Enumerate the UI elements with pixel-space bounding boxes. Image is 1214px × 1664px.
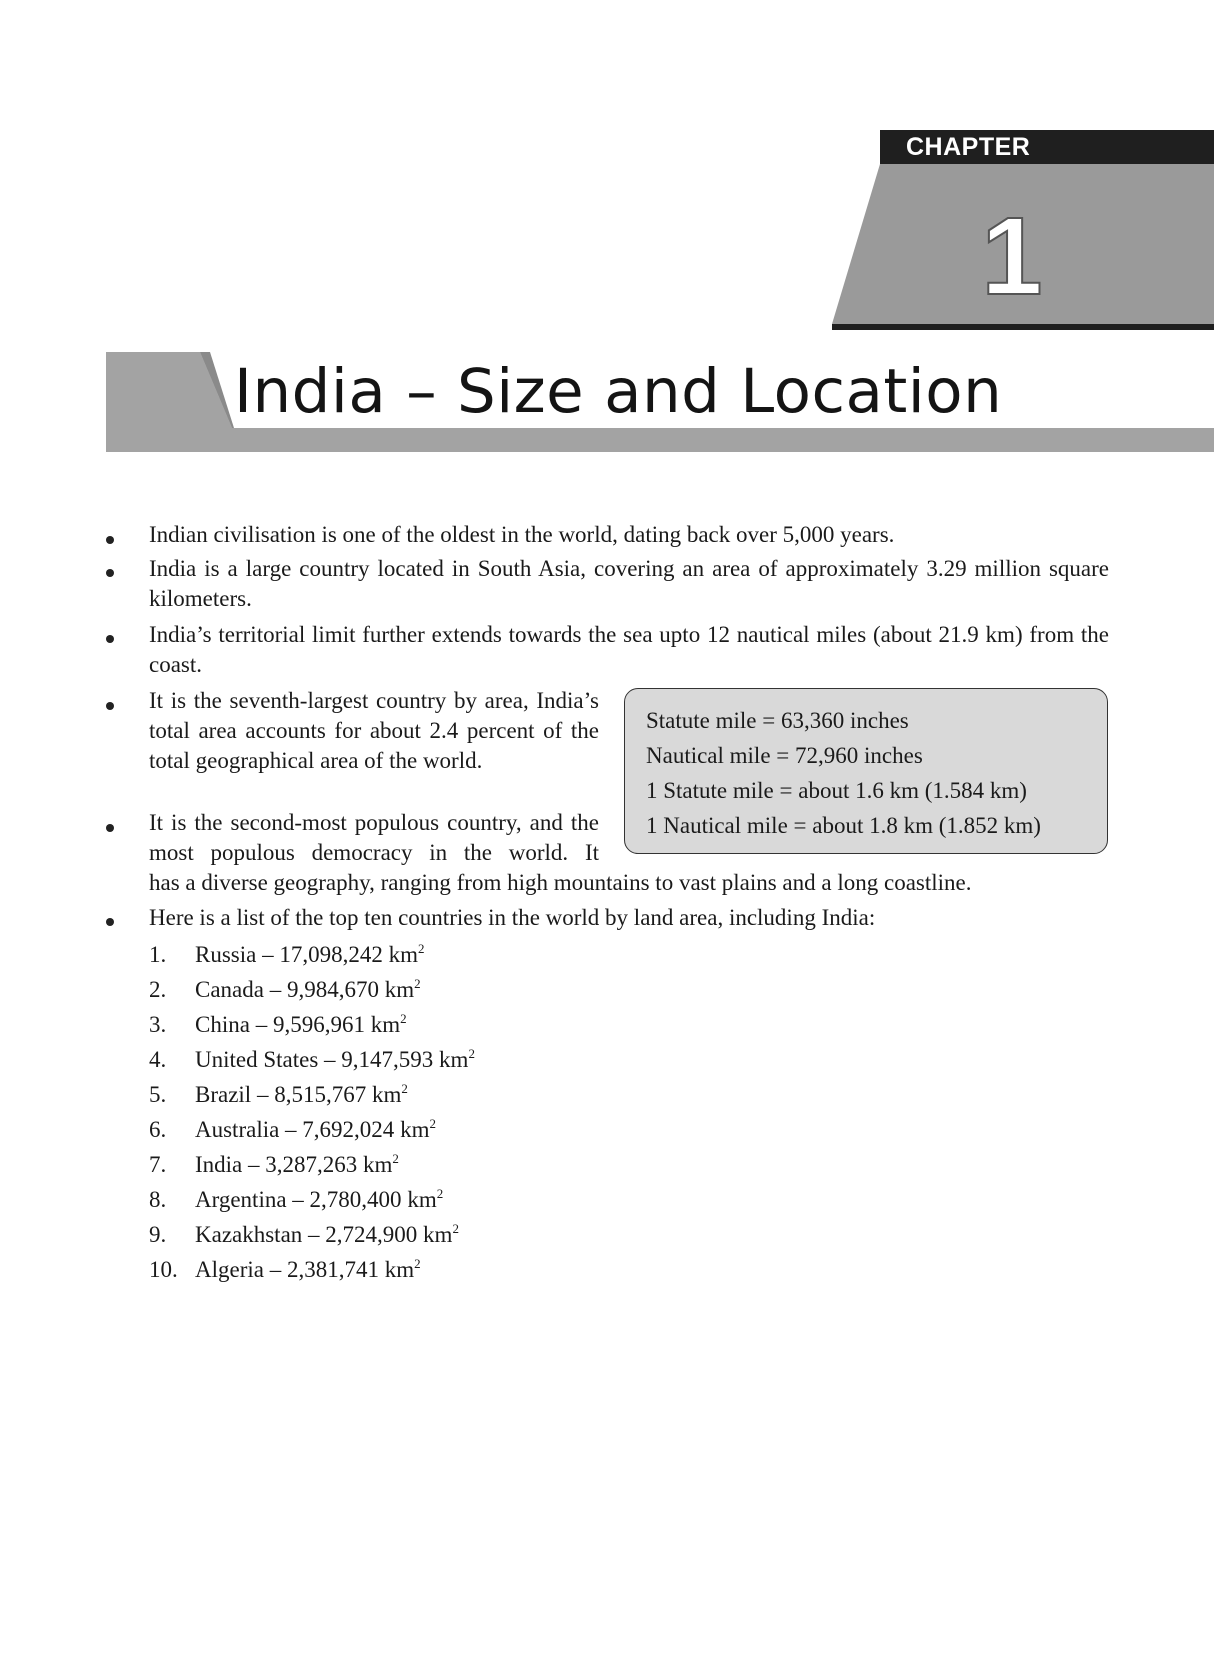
list-number: 9.	[149, 1222, 167, 1247]
bullet-marker	[106, 918, 114, 926]
bullet-marker	[106, 635, 114, 643]
list-text: Kazakhstan – 2,724,900 $km^2$	[195, 1221, 459, 1247]
bullet-text: India is a large country located in South Asia, covering an area of approximately 3.29 million square kilometers.	[149, 556, 1109, 611]
list-text: India – 3,287,263 $km^2$	[195, 1151, 399, 1177]
list-text: Australia – 7,692,024 $km^2$	[195, 1116, 436, 1142]
list-number: 7.	[149, 1152, 167, 1177]
bullet-text-continued: has a diverse geography, ranging from high mountains to vast plains and a long coastline.	[149, 870, 972, 895]
bullet-text: Indian civilisation is one of the oldest in the world, dating back over 5,000 years.	[149, 522, 895, 547]
info-line: 1 Statute mile = about 1.6 km (1.584 km)	[646, 778, 1027, 803]
bullet-text: India’s territorial limit further extends towards the sea upto 12 nautical miles (about 21.9 km) from the coast.	[149, 622, 1109, 677]
list-text: Russia – 17,098,242 $km^2$	[195, 941, 425, 967]
page-title: India – Size and Location	[234, 356, 1003, 427]
list-number: 8.	[149, 1187, 167, 1212]
list-text: China – 9,596,961 $km^2$	[195, 1011, 407, 1037]
list-text: Canada – 9,984,670 $km^2$	[195, 976, 421, 1002]
list-number: 5.	[149, 1082, 167, 1107]
chapter-number: 1	[981, 195, 1043, 318]
info-line: 1 Nautical mile = about 1.8 km (1.852 km)	[646, 813, 1041, 838]
bullet-marker	[106, 824, 114, 832]
bullet-text: Here is a list of the top ten countries in the world by land area, including India:	[149, 905, 876, 930]
chapter-badge	[832, 130, 1214, 330]
title-band	[106, 352, 1214, 452]
list-number: 3.	[149, 1012, 167, 1037]
bullet-marker	[106, 569, 114, 577]
list-number: 2.	[149, 977, 167, 1002]
chapter-label: CHAPTER	[906, 133, 1031, 161]
list-number: 10.	[149, 1257, 178, 1282]
list-text: Brazil – 8,515,767 $km^2$	[195, 1081, 408, 1107]
list-text: Algeria – 2,381,741 $km^2$	[195, 1256, 421, 1282]
conversion-info-box	[624, 688, 1108, 854]
info-line: Nautical mile = 72,960 inches	[646, 743, 923, 768]
list-number: 1.	[149, 942, 167, 967]
list-text: United States – 9,147,593 $km^2$	[195, 1046, 475, 1072]
bullet-marker	[106, 702, 114, 710]
bullet-text: It is the second-most populous country, and the most populous democracy in the world. It	[149, 810, 599, 865]
list-number: 4.	[149, 1047, 167, 1072]
bullet-text: It is the seventh-largest country by area, India’s total area accounts for about 2.4 percent of the total geographical area of the world.	[149, 688, 599, 773]
list-number: 6.	[149, 1117, 167, 1142]
bullet-marker	[106, 536, 114, 544]
info-line: Statute mile = 63,360 inches	[646, 708, 909, 733]
list-text: Argentina – 2,780,400 $km^2$	[195, 1186, 444, 1212]
